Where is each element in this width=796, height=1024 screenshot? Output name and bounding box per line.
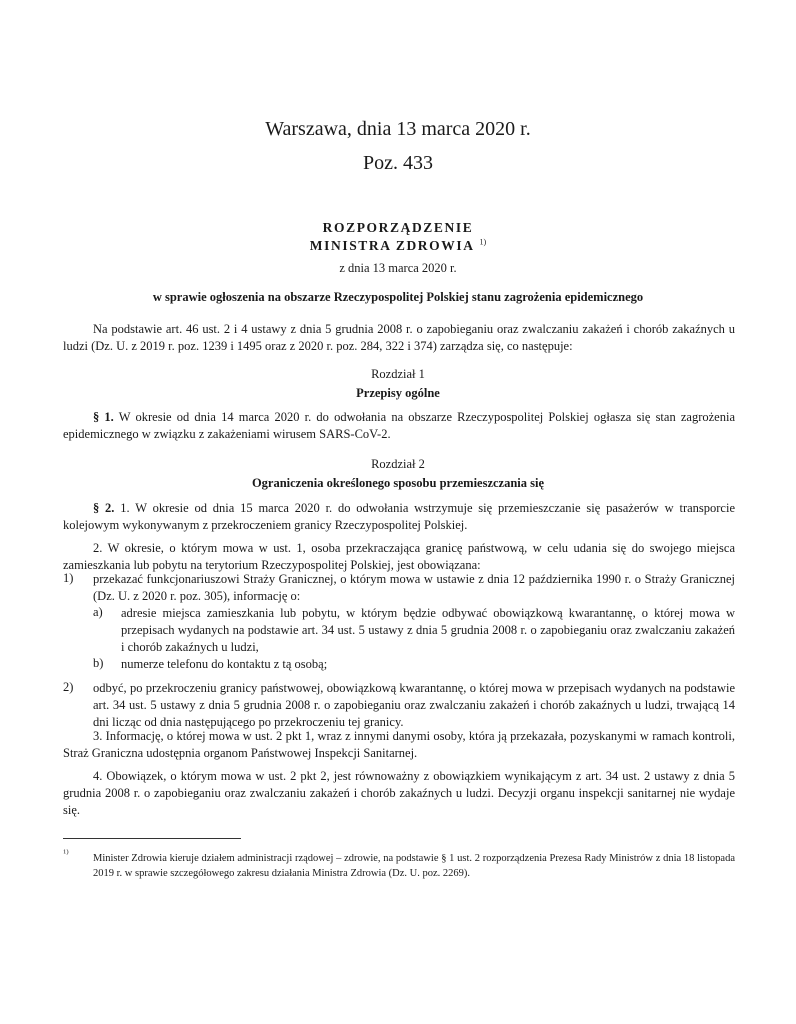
item-1-number: 1) <box>63 571 74 585</box>
footnote-ref: 1) <box>479 237 487 247</box>
chapter2-title: Ograniczenia określonego sposobu przemieszczania się <box>251 476 545 490</box>
chapter1-label: Rozdział 1 <box>371 367 425 381</box>
regulation-date: z dnia 13 marca 2020 r. <box>339 261 457 275</box>
subitem-a-number: a) <box>93 605 103 619</box>
regulation-subject: w sprawie ogłoszenia na obszarze Rzeczypospolitej Polskiej stanu zagrożenia epidemicznego <box>152 290 644 304</box>
footnote-mark <box>63 850 69 859</box>
subitem-b-number: b) <box>93 656 104 670</box>
doc-type-heading: ROZPORZĄDZENIE <box>322 220 474 235</box>
chapter1-title: Przepisy ogólne <box>356 386 440 400</box>
issuer-name: MINISTRA ZDROWIA <box>309 238 475 253</box>
section-2-para-2: 2. W okresie, o którym mowa w ust. 1, osoba przekraczająca granicę państwową, w celu udania się do swojego miejsca zamieszkania lub pobytu na terytorium Rzeczypospolitej Polskiej, jest obowiązana: <box>63 541 735 572</box>
item-2-number: 2) <box>63 680 74 694</box>
section-2-para-1 <box>63 500 735 534</box>
issuer-heading <box>0 238 796 254</box>
section-2-para-4: 4. Obowiązek, o którym mowa w ust. 2 pkt 2, jest równoważny z obowiązkiem wynikającym z art. 34 ust. 2 ustawy z dnia 5 grudnia 2008 r. o zapobieganiu oraz zwalczaniu zakażeń i chorób zakaźnych u ludzi. Decyzji organu inspekcji sanitarnej nie wydaje się. <box>63 769 735 817</box>
footnote-text: Minister Zdrowia kieruje działem administracji rządowej – zdrowie, na podstawie § 1 ust. 2 rozporządzenia Prezesa Rady Ministrów z dnia 18 listopada 2019 r. w sprawie szczegółowego zakresu działania Ministra Zdrowia (Dz. U. poz. 2269). <box>93 853 735 879</box>
subitem-b-text: numerze telefonu do kontaktu z tą osobą; <box>121 657 328 671</box>
position-number: Poz. 433 <box>363 152 433 174</box>
footnote-mark-text: 1) <box>63 848 69 856</box>
item-2-text: odbyć, po przekroczeniu granicy państwowej, obowiązkową kwarantannę, o której mowa w przepisach wydanych na podstawie art. 34 ust. 5 ustawy z dnia 5 grudnia 2008 r. o zapobieganiu oraz zwalczaniu zakażeń i chorób zakaźnych u ludzi, trwającą 14 dni licząc od dnia następującego po przekroczeniu tej granicy. <box>93 681 735 729</box>
section-1-text: W okresie od dnia 14 marca 2020 r. do odwołania na obszarze Rzeczypospolitej Polskiej ogłasza się stan zagrożenia epidemicznego w związku z zakażeniami wirusem SARS-CoV-2. <box>63 410 736 441</box>
place-date: Warszawa, dnia 13 marca 2020 r. <box>265 118 531 140</box>
section-2-para-3: 3. Informację, o której mowa w ust. 2 pkt 1, wraz z innymi danymi osoby, która ją przekazała, pozyskanymi w ramach kontroli, Straż Graniczna udostępnia organom Państwowej Inspekcji Sanitarnej. <box>63 729 735 760</box>
section-2-para-1-text: 1. W okresie od dnia 15 marca 2020 r. do odwołania wstrzymuje się przemieszczanie się pasażerów w transporcie kolejowym wykonywanym z przekroczeniem granicy Rzeczypospolitej Polskiej. <box>63 501 736 532</box>
footnote-separator <box>63 838 241 839</box>
item-1-text: przekazać funkcjonariuszowi Straży Granicznej, o którym mowa w ustawie z dnia 12 października 1990 r. o Straży Granicznej (Dz. U. z 2020 r. poz. 305), informację o: <box>93 572 735 603</box>
chapter2-label: Rozdział 2 <box>371 457 425 471</box>
section-1-number: § 1. <box>93 410 114 424</box>
section-1 <box>63 409 735 443</box>
subitem-a-text: adresie miejsca zamieszkania lub pobytu, w którym będzie odbywać obowiązkową kwarantannę, o której mowa w przepisach wydanych na podstawie art. 34 ust. 5 ustawy z dnia 5 grudnia 2008 r. o zapobieganiu oraz zwalczaniu zakażeń i chorób zakaźnych u ludzi, <box>121 606 735 654</box>
preamble: Na podstawie art. 46 ust. 2 i 4 ustawy z dnia 5 grudnia 2008 r. o zapobieganiu oraz zwalczaniu zakażeń i chorób zakaźnych u ludzi (Dz. U. z 2019 r. poz. 1239 i 1495 oraz z 2020 r. poz. 284, 322 i 374) zarządza się, co następuje: <box>63 322 735 353</box>
section-2-number: § 2. <box>93 501 115 515</box>
